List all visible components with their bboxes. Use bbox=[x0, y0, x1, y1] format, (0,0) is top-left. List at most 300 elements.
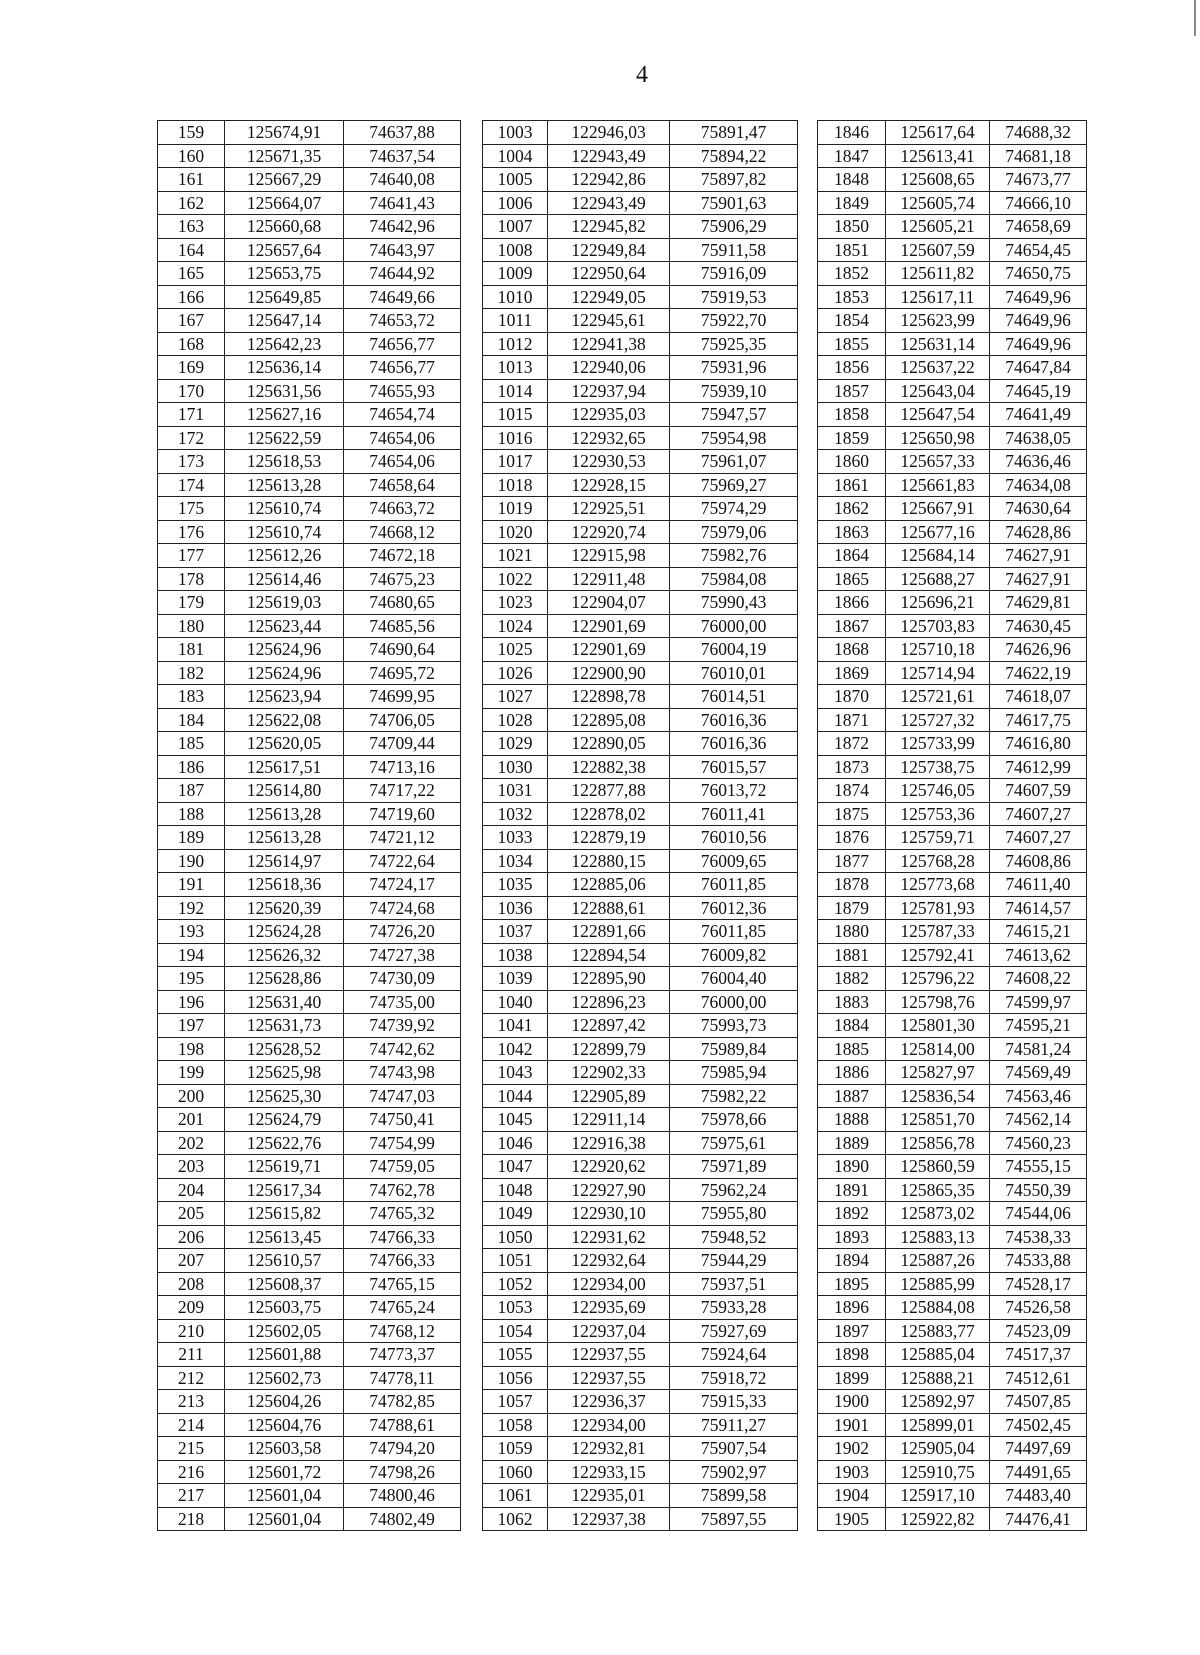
column-gap bbox=[461, 1178, 483, 1202]
table-row bbox=[158, 520, 1087, 544]
column-gap bbox=[461, 356, 483, 380]
x-coordinate-cell: 122943,49 bbox=[548, 191, 670, 215]
column-gap bbox=[798, 685, 818, 709]
point-number-cell: 1874 bbox=[818, 779, 886, 803]
column-gap bbox=[461, 1249, 483, 1273]
point-number-cell: 194 bbox=[158, 943, 225, 967]
point-number-cell: 1032 bbox=[483, 802, 548, 826]
y-coordinate-cell: 75922,70 bbox=[670, 309, 798, 333]
x-coordinate-cell: 122932,65 bbox=[548, 426, 670, 450]
table-row bbox=[158, 544, 1087, 568]
x-coordinate-cell: 125631,40 bbox=[225, 990, 344, 1014]
x-coordinate-cell: 122934,00 bbox=[548, 1413, 670, 1437]
x-coordinate-cell: 125851,70 bbox=[886, 1108, 990, 1132]
y-coordinate-cell: 76010,56 bbox=[670, 826, 798, 850]
column-gap bbox=[798, 708, 818, 732]
y-coordinate-cell: 74642,96 bbox=[344, 215, 461, 239]
point-number-cell: 1013 bbox=[483, 356, 548, 380]
x-coordinate-cell: 125899,01 bbox=[886, 1413, 990, 1437]
x-coordinate-cell: 122901,69 bbox=[548, 638, 670, 662]
x-coordinate-cell: 125631,14 bbox=[886, 332, 990, 356]
point-number-cell: 1054 bbox=[483, 1319, 548, 1343]
y-coordinate-cell: 74637,88 bbox=[344, 121, 461, 145]
point-number-cell: 171 bbox=[158, 403, 225, 427]
column-gap bbox=[461, 896, 483, 920]
y-coordinate-cell: 75894,22 bbox=[670, 144, 798, 168]
x-coordinate-cell: 125905,04 bbox=[886, 1437, 990, 1461]
point-number-cell: 1005 bbox=[483, 168, 548, 192]
y-coordinate-cell: 75990,43 bbox=[670, 591, 798, 615]
point-number-cell: 1871 bbox=[818, 708, 886, 732]
column-gap bbox=[461, 1037, 483, 1061]
table-row bbox=[158, 1390, 1087, 1414]
x-coordinate-cell: 122902,33 bbox=[548, 1061, 670, 1085]
x-coordinate-cell: 125631,73 bbox=[225, 1014, 344, 1038]
table-row bbox=[158, 591, 1087, 615]
column-gap bbox=[798, 755, 818, 779]
point-number-cell: 1035 bbox=[483, 873, 548, 897]
y-coordinate-cell: 74526,58 bbox=[990, 1296, 1087, 1320]
column-gap bbox=[798, 379, 818, 403]
x-coordinate-cell: 122949,84 bbox=[548, 238, 670, 262]
y-coordinate-cell: 74724,17 bbox=[344, 873, 461, 897]
point-number-cell: 1866 bbox=[818, 591, 886, 615]
x-coordinate-cell: 125614,80 bbox=[225, 779, 344, 803]
x-coordinate-cell: 125613,41 bbox=[886, 144, 990, 168]
x-coordinate-cell: 125619,71 bbox=[225, 1155, 344, 1179]
y-coordinate-cell: 75919,53 bbox=[670, 285, 798, 309]
point-number-cell: 1868 bbox=[818, 638, 886, 662]
x-coordinate-cell: 125610,74 bbox=[225, 520, 344, 544]
y-coordinate-cell: 74512,61 bbox=[990, 1366, 1087, 1390]
y-coordinate-cell: 76000,00 bbox=[670, 614, 798, 638]
point-number-cell: 1880 bbox=[818, 920, 886, 944]
column-gap bbox=[798, 168, 818, 192]
column-gap bbox=[461, 802, 483, 826]
table-row bbox=[158, 967, 1087, 991]
point-number-cell: 160 bbox=[158, 144, 225, 168]
table-row bbox=[158, 1084, 1087, 1108]
column-gap bbox=[461, 943, 483, 967]
column-gap bbox=[461, 520, 483, 544]
point-number-cell: 217 bbox=[158, 1484, 225, 1508]
y-coordinate-cell: 76011,85 bbox=[670, 920, 798, 944]
y-coordinate-cell: 74742,62 bbox=[344, 1037, 461, 1061]
y-coordinate-cell: 74766,33 bbox=[344, 1249, 461, 1273]
point-number-cell: 167 bbox=[158, 309, 225, 333]
table-row bbox=[158, 285, 1087, 309]
x-coordinate-cell: 125622,76 bbox=[225, 1131, 344, 1155]
y-coordinate-cell: 74483,40 bbox=[990, 1484, 1087, 1508]
x-coordinate-cell: 125603,75 bbox=[225, 1296, 344, 1320]
x-coordinate-cell: 125614,97 bbox=[225, 849, 344, 873]
point-number-cell: 1044 bbox=[483, 1084, 548, 1108]
column-gap bbox=[461, 426, 483, 450]
y-coordinate-cell: 74768,12 bbox=[344, 1319, 461, 1343]
y-coordinate-cell: 74713,16 bbox=[344, 755, 461, 779]
x-coordinate-cell: 125674,91 bbox=[225, 121, 344, 145]
y-coordinate-cell: 75978,66 bbox=[670, 1108, 798, 1132]
y-coordinate-cell: 75982,76 bbox=[670, 544, 798, 568]
point-number-cell: 177 bbox=[158, 544, 225, 568]
x-coordinate-cell: 125623,99 bbox=[886, 309, 990, 333]
point-number-cell: 1883 bbox=[818, 990, 886, 1014]
y-coordinate-cell: 75925,35 bbox=[670, 332, 798, 356]
x-coordinate-cell: 122935,03 bbox=[548, 403, 670, 427]
column-gap bbox=[798, 356, 818, 380]
y-coordinate-cell: 74782,85 bbox=[344, 1390, 461, 1414]
x-coordinate-cell: 125601,04 bbox=[225, 1484, 344, 1508]
point-number-cell: 181 bbox=[158, 638, 225, 662]
y-coordinate-cell: 76012,36 bbox=[670, 896, 798, 920]
x-coordinate-cell: 125836,54 bbox=[886, 1084, 990, 1108]
x-coordinate-cell: 125768,28 bbox=[886, 849, 990, 873]
y-coordinate-cell: 74802,49 bbox=[344, 1507, 461, 1531]
point-number-cell: 161 bbox=[158, 168, 225, 192]
x-coordinate-cell: 122941,38 bbox=[548, 332, 670, 356]
y-coordinate-cell: 74636,46 bbox=[990, 450, 1087, 474]
point-number-cell: 1890 bbox=[818, 1155, 886, 1179]
point-number-cell: 209 bbox=[158, 1296, 225, 1320]
table-row bbox=[158, 262, 1087, 286]
y-coordinate-cell: 74523,09 bbox=[990, 1319, 1087, 1343]
column-gap bbox=[798, 967, 818, 991]
y-coordinate-cell: 75891,47 bbox=[670, 121, 798, 145]
x-coordinate-cell: 125733,99 bbox=[886, 732, 990, 756]
point-number-cell: 1030 bbox=[483, 755, 548, 779]
point-number-cell: 200 bbox=[158, 1084, 225, 1108]
x-coordinate-cell: 125684,14 bbox=[886, 544, 990, 568]
point-number-cell: 1060 bbox=[483, 1460, 548, 1484]
x-coordinate-cell: 122945,61 bbox=[548, 309, 670, 333]
point-number-cell: 1020 bbox=[483, 520, 548, 544]
x-coordinate-cell: 122937,04 bbox=[548, 1319, 670, 1343]
x-coordinate-cell: 122946,03 bbox=[548, 121, 670, 145]
y-coordinate-cell: 74788,61 bbox=[344, 1413, 461, 1437]
point-number-cell: 1896 bbox=[818, 1296, 886, 1320]
point-number-cell: 1011 bbox=[483, 309, 548, 333]
column-gap bbox=[461, 168, 483, 192]
x-coordinate-cell: 125885,99 bbox=[886, 1272, 990, 1296]
column-gap bbox=[798, 1084, 818, 1108]
point-number-cell: 1048 bbox=[483, 1178, 548, 1202]
y-coordinate-cell: 74747,03 bbox=[344, 1084, 461, 1108]
x-coordinate-cell: 125617,34 bbox=[225, 1178, 344, 1202]
y-coordinate-cell: 74656,77 bbox=[344, 356, 461, 380]
point-number-cell: 1023 bbox=[483, 591, 548, 615]
column-gap bbox=[461, 238, 483, 262]
y-coordinate-cell: 74628,86 bbox=[990, 520, 1087, 544]
point-number-cell: 1047 bbox=[483, 1155, 548, 1179]
point-number-cell: 164 bbox=[158, 238, 225, 262]
x-coordinate-cell: 125602,73 bbox=[225, 1366, 344, 1390]
y-coordinate-cell: 74681,18 bbox=[990, 144, 1087, 168]
x-coordinate-cell: 125888,21 bbox=[886, 1366, 990, 1390]
y-coordinate-cell: 76011,85 bbox=[670, 873, 798, 897]
y-coordinate-cell: 75975,61 bbox=[670, 1131, 798, 1155]
x-coordinate-cell: 122936,37 bbox=[548, 1390, 670, 1414]
y-coordinate-cell: 74644,92 bbox=[344, 262, 461, 286]
point-number-cell: 1045 bbox=[483, 1108, 548, 1132]
y-coordinate-cell: 74730,09 bbox=[344, 967, 461, 991]
point-number-cell: 1865 bbox=[818, 567, 886, 591]
x-coordinate-cell: 122877,88 bbox=[548, 779, 670, 803]
table-row bbox=[158, 379, 1087, 403]
y-coordinate-cell: 74699,95 bbox=[344, 685, 461, 709]
point-number-cell: 1876 bbox=[818, 826, 886, 850]
y-coordinate-cell: 75982,22 bbox=[670, 1084, 798, 1108]
y-coordinate-cell: 74798,26 bbox=[344, 1460, 461, 1484]
y-coordinate-cell: 74476,41 bbox=[990, 1507, 1087, 1531]
y-coordinate-cell: 74581,24 bbox=[990, 1037, 1087, 1061]
x-coordinate-cell: 125623,94 bbox=[225, 685, 344, 709]
y-coordinate-cell: 75961,07 bbox=[670, 450, 798, 474]
column-gap bbox=[461, 1084, 483, 1108]
x-coordinate-cell: 125798,76 bbox=[886, 990, 990, 1014]
point-number-cell: 1006 bbox=[483, 191, 548, 215]
y-coordinate-cell: 74640,08 bbox=[344, 168, 461, 192]
y-coordinate-cell: 74563,46 bbox=[990, 1084, 1087, 1108]
column-gap bbox=[798, 591, 818, 615]
point-number-cell: 169 bbox=[158, 356, 225, 380]
x-coordinate-cell: 125667,91 bbox=[886, 497, 990, 521]
x-coordinate-cell: 122879,19 bbox=[548, 826, 670, 850]
x-coordinate-cell: 125611,82 bbox=[886, 262, 990, 286]
x-coordinate-cell: 125827,97 bbox=[886, 1061, 990, 1085]
y-coordinate-cell: 74706,05 bbox=[344, 708, 461, 732]
x-coordinate-cell: 125603,58 bbox=[225, 1437, 344, 1461]
x-coordinate-cell: 125624,96 bbox=[225, 638, 344, 662]
y-coordinate-cell: 74599,97 bbox=[990, 990, 1087, 1014]
column-gap bbox=[461, 1484, 483, 1508]
point-number-cell: 1872 bbox=[818, 732, 886, 756]
y-coordinate-cell: 74611,40 bbox=[990, 873, 1087, 897]
point-number-cell: 187 bbox=[158, 779, 225, 803]
x-coordinate-cell: 125703,83 bbox=[886, 614, 990, 638]
column-gap bbox=[798, 661, 818, 685]
point-number-cell: 1031 bbox=[483, 779, 548, 803]
x-coordinate-cell: 125624,28 bbox=[225, 920, 344, 944]
y-coordinate-cell: 74719,60 bbox=[344, 802, 461, 826]
point-number-cell: 168 bbox=[158, 332, 225, 356]
point-number-cell: 186 bbox=[158, 755, 225, 779]
x-coordinate-cell: 125612,26 bbox=[225, 544, 344, 568]
x-coordinate-cell: 125608,37 bbox=[225, 1272, 344, 1296]
x-coordinate-cell: 122927,90 bbox=[548, 1178, 670, 1202]
x-coordinate-cell: 122891,66 bbox=[548, 920, 670, 944]
column-gap bbox=[461, 685, 483, 709]
column-gap bbox=[798, 426, 818, 450]
column-gap bbox=[798, 144, 818, 168]
y-coordinate-cell: 74649,96 bbox=[990, 309, 1087, 333]
column-gap bbox=[798, 309, 818, 333]
column-gap bbox=[798, 1413, 818, 1437]
point-number-cell: 1881 bbox=[818, 943, 886, 967]
table-row bbox=[158, 920, 1087, 944]
point-number-cell: 1062 bbox=[483, 1507, 548, 1531]
y-coordinate-cell: 74653,72 bbox=[344, 309, 461, 333]
point-number-cell: 1024 bbox=[483, 614, 548, 638]
x-coordinate-cell: 122897,42 bbox=[548, 1014, 670, 1038]
point-number-cell: 1022 bbox=[483, 567, 548, 591]
table-row bbox=[158, 826, 1087, 850]
column-gap bbox=[798, 802, 818, 826]
point-number-cell: 1861 bbox=[818, 473, 886, 497]
point-number-cell: 162 bbox=[158, 191, 225, 215]
column-gap bbox=[461, 332, 483, 356]
point-number-cell: 191 bbox=[158, 873, 225, 897]
x-coordinate-cell: 125883,77 bbox=[886, 1319, 990, 1343]
y-coordinate-cell: 76004,19 bbox=[670, 638, 798, 662]
y-coordinate-cell: 74627,91 bbox=[990, 567, 1087, 591]
point-number-cell: 1017 bbox=[483, 450, 548, 474]
table-row bbox=[158, 356, 1087, 380]
column-gap bbox=[461, 614, 483, 638]
column-gap bbox=[461, 1390, 483, 1414]
column-gap bbox=[461, 591, 483, 615]
point-number-cell: 1853 bbox=[818, 285, 886, 309]
point-number-cell: 1004 bbox=[483, 144, 548, 168]
y-coordinate-cell: 74724,68 bbox=[344, 896, 461, 920]
y-coordinate-cell: 74754,99 bbox=[344, 1131, 461, 1155]
x-coordinate-cell: 125647,54 bbox=[886, 403, 990, 427]
x-coordinate-cell: 122895,90 bbox=[548, 967, 670, 991]
point-number-cell: 1033 bbox=[483, 826, 548, 850]
x-coordinate-cell: 125624,79 bbox=[225, 1108, 344, 1132]
x-coordinate-cell: 125814,00 bbox=[886, 1037, 990, 1061]
table-row bbox=[158, 755, 1087, 779]
y-coordinate-cell: 74690,64 bbox=[344, 638, 461, 662]
y-coordinate-cell: 74569,49 bbox=[990, 1061, 1087, 1085]
y-coordinate-cell: 74641,43 bbox=[344, 191, 461, 215]
column-gap bbox=[461, 779, 483, 803]
column-gap bbox=[461, 1343, 483, 1367]
point-number-cell: 1050 bbox=[483, 1225, 548, 1249]
y-coordinate-cell: 74766,33 bbox=[344, 1225, 461, 1249]
x-coordinate-cell: 122928,15 bbox=[548, 473, 670, 497]
column-gap bbox=[461, 473, 483, 497]
x-coordinate-cell: 125696,21 bbox=[886, 591, 990, 615]
table-row bbox=[158, 732, 1087, 756]
column-gap bbox=[461, 1437, 483, 1461]
y-coordinate-cell: 74750,41 bbox=[344, 1108, 461, 1132]
point-number-cell: 1869 bbox=[818, 661, 886, 685]
column-gap bbox=[798, 403, 818, 427]
y-coordinate-cell: 74695,72 bbox=[344, 661, 461, 685]
y-coordinate-cell: 74668,12 bbox=[344, 520, 461, 544]
y-coordinate-cell: 74517,37 bbox=[990, 1343, 1087, 1367]
y-coordinate-cell: 74759,05 bbox=[344, 1155, 461, 1179]
x-coordinate-cell: 122932,64 bbox=[548, 1249, 670, 1273]
x-coordinate-cell: 125626,32 bbox=[225, 943, 344, 967]
y-coordinate-cell: 75902,97 bbox=[670, 1460, 798, 1484]
point-number-cell: 216 bbox=[158, 1460, 225, 1484]
point-number-cell: 1036 bbox=[483, 896, 548, 920]
y-coordinate-cell: 74550,39 bbox=[990, 1178, 1087, 1202]
x-coordinate-cell: 125601,04 bbox=[225, 1507, 344, 1531]
column-gap bbox=[461, 873, 483, 897]
y-coordinate-cell: 75979,06 bbox=[670, 520, 798, 544]
coordinate-table bbox=[157, 120, 1087, 1531]
table-row bbox=[158, 1343, 1087, 1367]
point-number-cell: 1018 bbox=[483, 473, 548, 497]
x-coordinate-cell: 125637,22 bbox=[886, 356, 990, 380]
point-number-cell: 195 bbox=[158, 967, 225, 991]
y-coordinate-cell: 74627,91 bbox=[990, 544, 1087, 568]
y-coordinate-cell: 74655,93 bbox=[344, 379, 461, 403]
y-coordinate-cell: 74773,37 bbox=[344, 1343, 461, 1367]
column-gap bbox=[461, 262, 483, 286]
point-number-cell: 1040 bbox=[483, 990, 548, 1014]
x-coordinate-cell: 125618,36 bbox=[225, 873, 344, 897]
table-row bbox=[158, 1272, 1087, 1296]
x-coordinate-cell: 125622,59 bbox=[225, 426, 344, 450]
y-coordinate-cell: 75897,55 bbox=[670, 1507, 798, 1531]
point-number-cell: 1905 bbox=[818, 1507, 886, 1531]
column-gap bbox=[798, 1225, 818, 1249]
table-row bbox=[158, 943, 1087, 967]
point-number-cell: 188 bbox=[158, 802, 225, 826]
point-number-cell: 1046 bbox=[483, 1131, 548, 1155]
column-gap bbox=[461, 1225, 483, 1249]
column-gap bbox=[461, 567, 483, 591]
page-number: 4 bbox=[636, 62, 648, 88]
y-coordinate-cell: 74562,14 bbox=[990, 1108, 1087, 1132]
x-coordinate-cell: 122894,54 bbox=[548, 943, 670, 967]
y-coordinate-cell: 74607,59 bbox=[990, 779, 1087, 803]
point-number-cell: 1852 bbox=[818, 262, 886, 286]
point-number-cell: 1888 bbox=[818, 1108, 886, 1132]
column-gap bbox=[798, 732, 818, 756]
y-coordinate-cell: 74560,23 bbox=[990, 1131, 1087, 1155]
point-number-cell: 1052 bbox=[483, 1272, 548, 1296]
y-coordinate-cell: 74658,69 bbox=[990, 215, 1087, 239]
column-gap bbox=[798, 873, 818, 897]
point-number-cell: 1895 bbox=[818, 1272, 886, 1296]
point-number-cell: 185 bbox=[158, 732, 225, 756]
point-number-cell: 199 bbox=[158, 1061, 225, 1085]
y-coordinate-cell: 74649,96 bbox=[990, 332, 1087, 356]
x-coordinate-cell: 122935,69 bbox=[548, 1296, 670, 1320]
x-coordinate-cell: 122920,74 bbox=[548, 520, 670, 544]
y-coordinate-cell: 74616,80 bbox=[990, 732, 1087, 756]
table-row bbox=[158, 1108, 1087, 1132]
y-coordinate-cell: 74615,21 bbox=[990, 920, 1087, 944]
x-coordinate-cell: 125617,64 bbox=[886, 121, 990, 145]
y-coordinate-cell: 75971,89 bbox=[670, 1155, 798, 1179]
y-coordinate-cell: 74613,62 bbox=[990, 943, 1087, 967]
x-coordinate-cell: 125753,36 bbox=[886, 802, 990, 826]
column-gap bbox=[461, 1296, 483, 1320]
column-gap bbox=[461, 755, 483, 779]
point-number-cell: 211 bbox=[158, 1343, 225, 1367]
y-coordinate-cell: 75906,29 bbox=[670, 215, 798, 239]
column-gap bbox=[461, 450, 483, 474]
x-coordinate-cell: 125617,11 bbox=[886, 285, 990, 309]
point-number-cell: 1061 bbox=[483, 1484, 548, 1508]
point-number-cell: 205 bbox=[158, 1202, 225, 1226]
y-coordinate-cell: 74727,38 bbox=[344, 943, 461, 967]
x-coordinate-cell: 125677,16 bbox=[886, 520, 990, 544]
y-coordinate-cell: 74533,88 bbox=[990, 1249, 1087, 1273]
column-gap bbox=[461, 967, 483, 991]
y-coordinate-cell: 75927,69 bbox=[670, 1319, 798, 1343]
point-number-cell: 1887 bbox=[818, 1084, 886, 1108]
column-gap bbox=[461, 403, 483, 427]
y-coordinate-cell: 74544,06 bbox=[990, 1202, 1087, 1226]
y-coordinate-cell: 74595,21 bbox=[990, 1014, 1087, 1038]
point-number-cell: 193 bbox=[158, 920, 225, 944]
